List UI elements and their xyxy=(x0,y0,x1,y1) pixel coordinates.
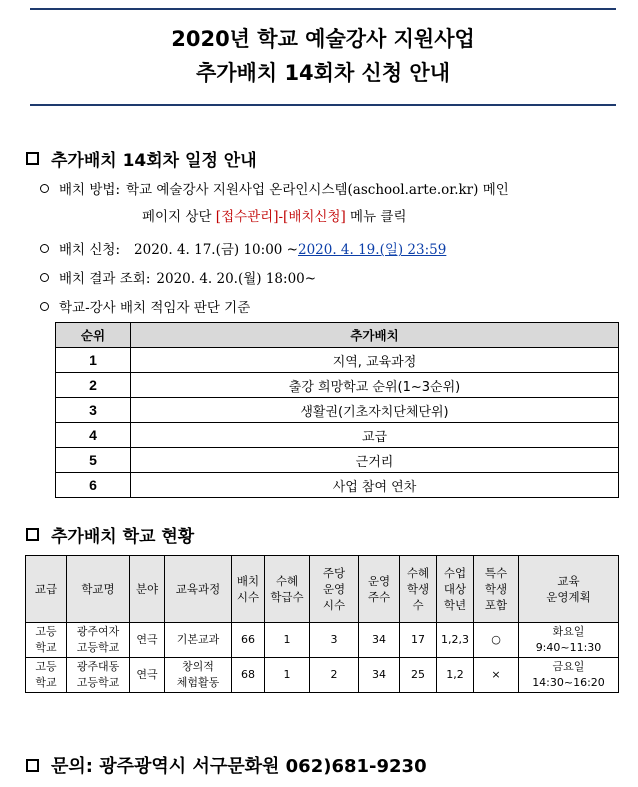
criteria-rank: 6 xyxy=(56,473,131,498)
header-students: 수혜 학생 수 xyxy=(400,556,437,623)
header-field: 분야 xyxy=(130,556,165,623)
cell-classes: 1 xyxy=(265,658,310,693)
method-text-prefix: 페이지 상단 xyxy=(142,209,216,225)
criteria-header-rank: 순위 xyxy=(56,323,131,348)
criteria-item: 생활권(기초자치단체단위) xyxy=(131,398,619,423)
table-row xyxy=(56,348,619,373)
cell-grades: 1,2 xyxy=(437,658,474,693)
result-text: 2020. 4. 20.(월) 18:00~ xyxy=(156,271,317,287)
table-row xyxy=(26,623,619,658)
method-continuation xyxy=(142,205,407,225)
criteria-header-row xyxy=(56,323,619,348)
header-assigned-hours: 배치 시수 xyxy=(232,556,265,623)
menu-path-highlight: [접수관리]-[배치신청] xyxy=(215,209,346,225)
bullet-criteria xyxy=(40,296,250,316)
criteria-label: 학교-강사 배치 적임자 판단 기준 xyxy=(59,300,251,316)
header-weeks: 운영 주수 xyxy=(359,556,400,623)
cell-weekly-hours: 3 xyxy=(310,623,359,658)
cell-classes: 1 xyxy=(265,623,310,658)
cell-assigned-hours: 66 xyxy=(232,623,265,658)
cell-special-students: ○ xyxy=(474,623,519,658)
cell-special-students: × xyxy=(474,658,519,693)
contact-text: 문의: 광주광역시 서구문화원 062)681-9230 xyxy=(51,756,427,777)
apply-label: 배치 신청: xyxy=(59,242,121,258)
checkbox-icon xyxy=(26,152,39,165)
cell-assigned-hours: 68 xyxy=(232,658,265,693)
cell-grades: 1,2,3 xyxy=(437,623,474,658)
header-school-name: 학교명 xyxy=(67,556,130,623)
criteria-table xyxy=(55,322,619,498)
header-plan: 교육 운영계획 xyxy=(519,556,619,623)
cell-plan: 화요일 9:40~11:30 xyxy=(519,623,619,658)
cell-school-name: 광주여자 고등학교 xyxy=(67,623,130,658)
header-school-level: 교급 xyxy=(26,556,67,623)
cell-field: 연극 xyxy=(130,658,165,693)
bullet-result xyxy=(40,267,316,287)
section-schools-title: 추가배치 학교 현황 xyxy=(51,527,195,547)
cell-field: 연극 xyxy=(130,623,165,658)
school-header-row xyxy=(26,556,619,623)
checkbox-icon xyxy=(26,759,39,772)
apply-deadline: 2020. 4. 19.(일) 23:59 xyxy=(297,242,447,258)
criteria-rank: 5 xyxy=(56,448,131,473)
criteria-rank: 4 xyxy=(56,423,131,448)
header-grades: 수업 대상 학년 xyxy=(437,556,474,623)
school-status-table xyxy=(25,555,619,693)
cell-students: 25 xyxy=(400,658,437,693)
criteria-rank: 1 xyxy=(56,348,131,373)
checkbox-icon xyxy=(26,528,39,541)
cell-curriculum: 창의적 체험활동 xyxy=(165,658,232,693)
header-weekly-hours: 주당 운영 시수 xyxy=(310,556,359,623)
criteria-item: 지역, 교육과정 xyxy=(131,348,619,373)
section-schedule-heading xyxy=(26,146,257,171)
circle-bullet-icon xyxy=(40,184,49,193)
cell-school-name: 광주대동 고등학교 xyxy=(67,658,130,693)
apply-start: 2020. 4. 17.(금) 10:00 ~ xyxy=(134,242,298,258)
header-curriculum: 교육과정 xyxy=(165,556,232,623)
table-row xyxy=(56,423,619,448)
document-title: 2020년 학교 예술강사 지원사업 xyxy=(171,27,475,51)
title-box xyxy=(30,8,616,106)
header-special-students: 특수 학생 포함 xyxy=(474,556,519,623)
table-row xyxy=(26,658,619,693)
criteria-item: 사업 참여 연차 xyxy=(131,473,619,498)
cell-school-level: 고등 학교 xyxy=(26,658,67,693)
cell-weekly-hours: 2 xyxy=(310,658,359,693)
criteria-item: 근거리 xyxy=(131,448,619,473)
criteria-item: 교급 xyxy=(131,423,619,448)
cell-school-level: 고등 학교 xyxy=(26,623,67,658)
method-text: 학교 예술강사 지원사업 온라인시스템(aschool.arte.or.kr) 메인 xyxy=(126,182,509,198)
section-schedule-title: 추가배치 14회차 일정 안내 xyxy=(51,151,257,171)
contact-heading xyxy=(26,752,427,778)
table-row xyxy=(56,473,619,498)
cell-weeks: 34 xyxy=(359,623,400,658)
method-label: 배치 방법: xyxy=(59,182,121,198)
document-subtitle: 추가배치 14회차 신청 안내 xyxy=(195,61,451,85)
cell-weeks: 34 xyxy=(359,658,400,693)
cell-students: 17 xyxy=(400,623,437,658)
table-row xyxy=(56,448,619,473)
section-schools-heading xyxy=(26,522,194,547)
circle-bullet-icon xyxy=(40,302,49,311)
method-text-suffix: 메뉴 클릭 xyxy=(345,209,407,225)
cell-plan: 금요일 14:30~16:20 xyxy=(519,658,619,693)
table-row xyxy=(56,373,619,398)
table-row xyxy=(56,398,619,423)
criteria-header-criteria: 추가배치 xyxy=(131,323,619,348)
bullet-method xyxy=(40,178,509,198)
result-label: 배치 결과 조회: xyxy=(59,271,151,287)
criteria-item: 출강 희망학교 순위(1~3순위) xyxy=(131,373,619,398)
header-classes: 수혜 학급수 xyxy=(265,556,310,623)
circle-bullet-icon xyxy=(40,244,49,253)
circle-bullet-icon xyxy=(40,273,49,282)
cell-curriculum: 기본교과 xyxy=(165,623,232,658)
criteria-rank: 3 xyxy=(56,398,131,423)
bullet-apply xyxy=(40,238,446,258)
criteria-rank: 2 xyxy=(56,373,131,398)
